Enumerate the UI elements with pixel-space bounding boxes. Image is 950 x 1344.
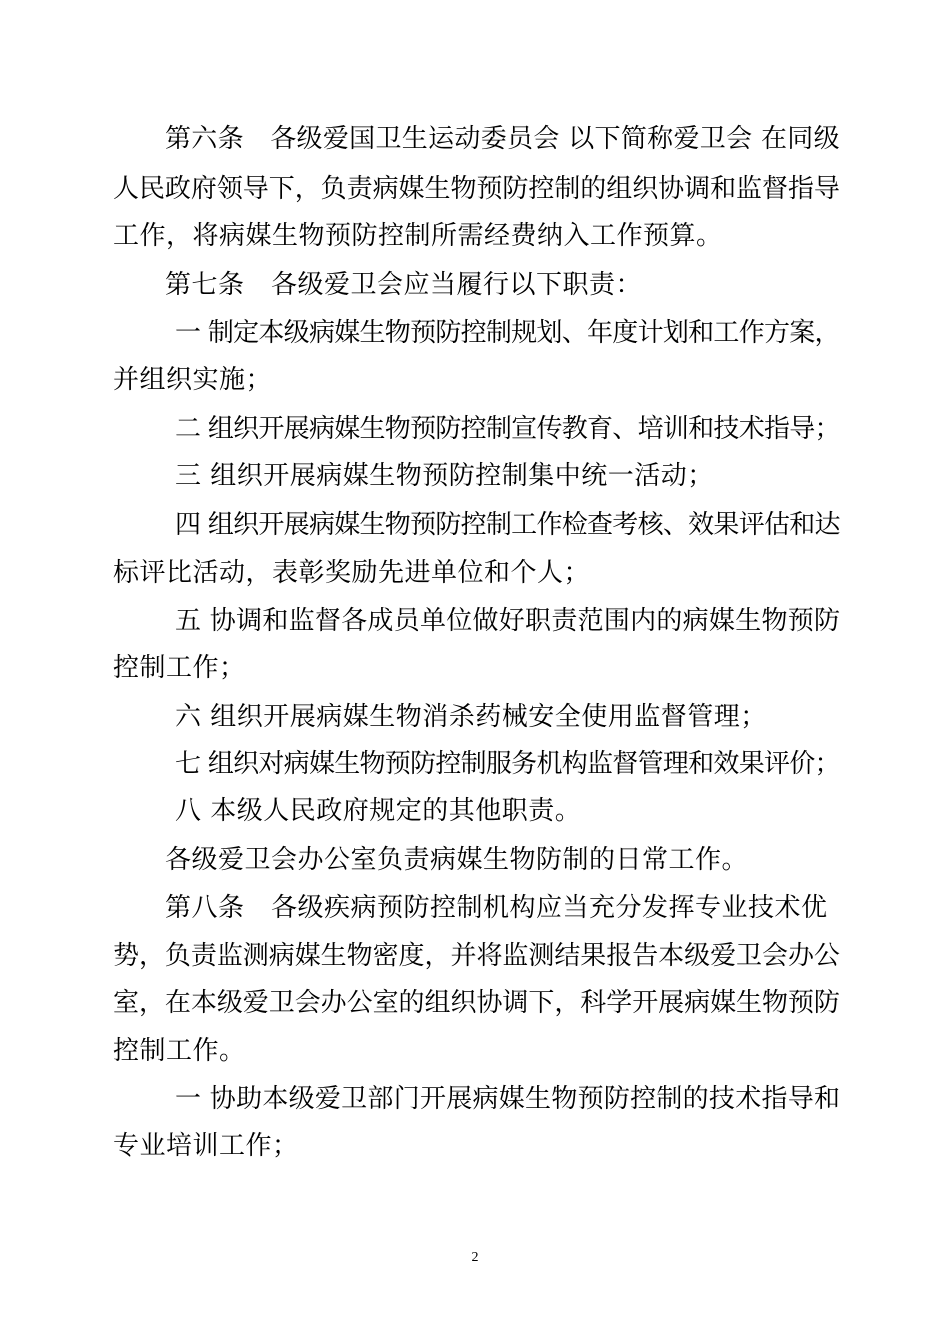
paragraph-line: 控制工作。 [113, 1036, 246, 1066]
paragraph-line: 各级爱卫会办公室负责病媒生物防制的日常工作。 [165, 845, 749, 875]
paragraph-line: 控制工作； [113, 653, 246, 683]
paragraph-line: 五 协调和监督各成员单位做好职责范围内的病媒生物预防 [175, 606, 841, 636]
paragraph-line: 第八条 各级疾病预防控制机构应当充分发挥专业技术优 [165, 893, 828, 923]
paragraph-line: 八 本级人民政府规定的其他职责。 [175, 796, 582, 826]
paragraph-line: 三 组织开展病媒生物预防控制集中统一活动； [175, 461, 714, 491]
paragraph-line: 六 组织开展病媒生物消杀药械安全使用监督管理； [175, 702, 767, 732]
page-number: 2 [471, 1250, 479, 1265]
paragraph-line: 四 组织开展病媒生物预防控制工作检查考核、效果评估和达 [175, 510, 840, 540]
paragraph-line: 室，在本级爱卫会办公室的组织协调下，科学开展病媒生物预防 [113, 988, 840, 1018]
paragraph-line: 二 组织开展病媒生物预防控制宣传教育、培训和技术指导； [175, 414, 840, 444]
paragraph-line: 工作，将病媒生物预防控制所需经费纳入工作预算。 [113, 221, 723, 251]
paragraph-line: 第六条 各级爱国卫生运动委员会 以下简称爱卫会 在同级 [165, 124, 840, 154]
paragraph-line: 一 协助本级爱卫部门开展病媒生物预防控制的技术指导和 [175, 1084, 841, 1114]
paragraph-line: 并组织实施； [113, 365, 273, 395]
paragraph-line: 七 组织对病媒生物预防控制服务机构监督管理和效果评价； [175, 749, 840, 779]
paragraph-line: 第七条 各级爱卫会应当履行以下职责： [165, 270, 643, 300]
paragraph-line: 标评比活动，表彰奖励先进单位和个人； [113, 558, 591, 588]
paragraph-line: 专业培训工作； [113, 1131, 299, 1161]
paragraph-line: 人民政府领导下，负责病媒生物预防控制的组织协调和监督指导 [113, 174, 840, 204]
paragraph-line: 势，负责监测病媒生物密度，并将监测结果报告本级爱卫会办公 [113, 941, 840, 971]
paragraph-line: 一 制定本级病媒生物预防控制规划、年度计划和工作方案， [175, 318, 840, 348]
